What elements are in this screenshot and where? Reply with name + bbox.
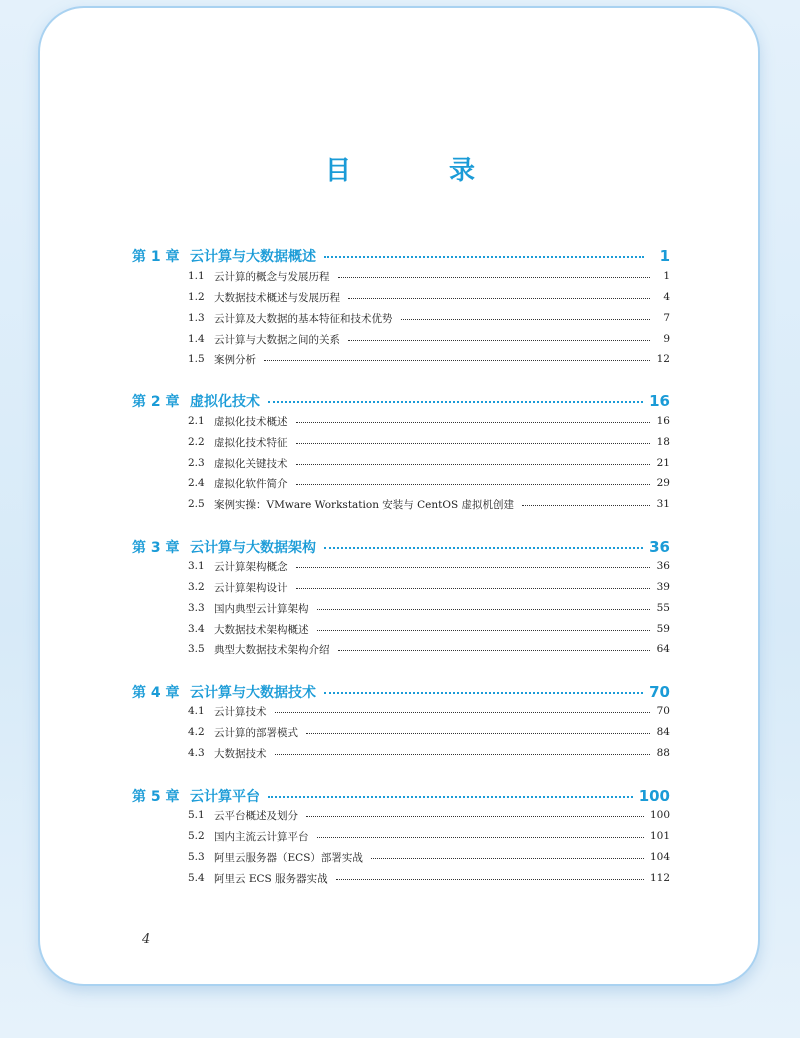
section-title: 云计算技术 bbox=[214, 705, 267, 718]
dot-leader bbox=[268, 401, 643, 403]
dot-leader bbox=[338, 277, 651, 278]
section-row[interactable] bbox=[188, 723, 670, 741]
section-row[interactable] bbox=[188, 827, 670, 845]
page-number: 4 bbox=[142, 932, 151, 947]
section-row[interactable] bbox=[188, 578, 670, 596]
dot-leader bbox=[264, 360, 650, 361]
section-number: 3.4 bbox=[188, 623, 205, 635]
section-page: 39 bbox=[656, 581, 670, 593]
section-row[interactable] bbox=[188, 330, 670, 348]
dot-leader bbox=[348, 298, 650, 299]
section-row[interactable] bbox=[188, 309, 670, 327]
section-number: 5.2 bbox=[188, 830, 205, 842]
section-title: 云计算的概念与发展历程 bbox=[214, 270, 330, 283]
section-number: 1.1 bbox=[188, 270, 205, 282]
section-row[interactable] bbox=[188, 350, 670, 368]
section-number: 1.4 bbox=[188, 333, 205, 345]
section-number: 5.3 bbox=[188, 851, 205, 863]
section-number: 2.4 bbox=[188, 477, 205, 489]
section-page: 59 bbox=[656, 623, 670, 635]
section-number: 1.2 bbox=[188, 291, 205, 303]
section-title: 阿里云服务器（ECS）部署实战 bbox=[214, 851, 363, 864]
section-page: 12 bbox=[656, 353, 670, 365]
dot-leader bbox=[348, 340, 650, 341]
dot-leader bbox=[338, 650, 651, 651]
chapter-page: 36 bbox=[649, 538, 670, 556]
section-number: 4.2 bbox=[188, 726, 205, 738]
dot-leader bbox=[371, 858, 644, 859]
dot-leader bbox=[306, 733, 650, 734]
dot-leader bbox=[522, 505, 650, 506]
section-page: 84 bbox=[656, 726, 670, 738]
chapter-title: 云计算平台 bbox=[190, 789, 260, 805]
chapter-number: 第 2 章 bbox=[132, 394, 180, 410]
section-page: 101 bbox=[649, 830, 670, 842]
dot-leader bbox=[317, 837, 644, 838]
section-number: 2.5 bbox=[188, 498, 205, 510]
section-row[interactable] bbox=[188, 702, 670, 720]
section-page: 16 bbox=[656, 415, 670, 427]
section-title: 云计算与大数据之间的关系 bbox=[214, 333, 340, 346]
section-title: 国内典型云计算架构 bbox=[214, 602, 309, 615]
section-page: 21 bbox=[656, 457, 670, 469]
chapter-page: 16 bbox=[649, 392, 670, 410]
section-title: 虚拟化关键技术 bbox=[214, 457, 288, 470]
page-title: 目 录 bbox=[324, 156, 511, 186]
chapter-page: 70 bbox=[649, 683, 670, 701]
section-page: 7 bbox=[663, 312, 670, 324]
section-number: 3.1 bbox=[188, 560, 205, 572]
section-title: 云计算架构概念 bbox=[214, 560, 288, 573]
section-number: 4.3 bbox=[188, 747, 205, 759]
dot-leader bbox=[268, 796, 633, 798]
chapter-number: 第 1 章 bbox=[132, 249, 180, 265]
section-title: 大数据技术概述与发展历程 bbox=[214, 291, 340, 304]
section-title: 虚拟化技术特征 bbox=[214, 436, 288, 449]
section-title: 案例分析 bbox=[214, 353, 256, 366]
section-row[interactable] bbox=[188, 620, 670, 638]
chapter-row[interactable] bbox=[132, 537, 670, 557]
section-number: 5.1 bbox=[188, 809, 205, 821]
dot-leader bbox=[324, 256, 644, 258]
chapter-row[interactable] bbox=[132, 682, 670, 702]
chapter-number: 第 3 章 bbox=[132, 540, 180, 556]
section-number: 4.1 bbox=[188, 705, 205, 717]
dot-leader bbox=[317, 630, 651, 631]
section-number: 3.5 bbox=[188, 643, 205, 655]
chapter-number: 第 5 章 bbox=[132, 789, 180, 805]
chapter-page: 100 bbox=[638, 787, 670, 805]
section-row[interactable] bbox=[188, 869, 670, 887]
dot-leader bbox=[296, 484, 651, 485]
section-row[interactable] bbox=[188, 474, 670, 492]
section-row[interactable] bbox=[188, 267, 670, 285]
section-page: 9 bbox=[663, 333, 670, 345]
section-page: 31 bbox=[656, 498, 670, 510]
section-row[interactable] bbox=[188, 454, 670, 472]
section-row[interactable] bbox=[188, 744, 670, 762]
chapter-row[interactable] bbox=[132, 786, 670, 806]
section-title: 虚拟化技术概述 bbox=[214, 415, 288, 428]
dot-leader bbox=[401, 319, 651, 320]
section-row[interactable] bbox=[188, 495, 670, 513]
section-row[interactable] bbox=[188, 848, 670, 866]
section-page: 100 bbox=[649, 809, 670, 821]
section-title: 云计算架构设计 bbox=[214, 581, 288, 594]
section-number: 2.1 bbox=[188, 415, 205, 427]
dot-leader bbox=[317, 609, 651, 610]
dot-leader bbox=[296, 588, 651, 589]
section-row[interactable] bbox=[188, 640, 670, 658]
section-page: 104 bbox=[649, 851, 670, 863]
chapter-title: 云计算与大数据架构 bbox=[190, 540, 316, 556]
dot-leader bbox=[296, 464, 651, 465]
section-title: 阿里云 ECS 服务器实战 bbox=[214, 872, 328, 885]
section-title: 典型大数据技术架构介绍 bbox=[214, 643, 330, 656]
section-page: 29 bbox=[656, 477, 670, 489]
section-page: 88 bbox=[656, 747, 670, 759]
section-number: 2.3 bbox=[188, 457, 205, 469]
dot-leader bbox=[324, 547, 643, 549]
section-row[interactable] bbox=[188, 412, 670, 430]
section-title: 大数据技术架构概述 bbox=[214, 623, 309, 636]
chapter-row[interactable] bbox=[132, 391, 670, 411]
section-row[interactable] bbox=[188, 557, 670, 575]
dot-leader bbox=[296, 443, 651, 444]
dot-leader bbox=[324, 692, 643, 694]
section-title: 大数据技术 bbox=[214, 747, 267, 760]
chapter-row[interactable] bbox=[132, 246, 670, 266]
chapter-title: 云计算与大数据技术 bbox=[190, 685, 316, 701]
section-number: 5.4 bbox=[188, 872, 205, 884]
dot-leader bbox=[306, 816, 644, 817]
dot-leader bbox=[275, 712, 651, 713]
dot-leader bbox=[296, 567, 651, 568]
section-page: 55 bbox=[656, 602, 670, 614]
section-title: 虚拟化软件简介 bbox=[214, 477, 288, 490]
section-row[interactable] bbox=[188, 433, 670, 451]
chapter-number: 第 4 章 bbox=[132, 685, 180, 701]
section-row[interactable] bbox=[188, 806, 670, 824]
chapter-page: 1 bbox=[659, 247, 670, 265]
section-number: 1.5 bbox=[188, 353, 205, 365]
dot-leader bbox=[336, 879, 644, 880]
section-page: 4 bbox=[663, 291, 670, 303]
dot-leader bbox=[275, 754, 651, 755]
section-row[interactable] bbox=[188, 288, 670, 306]
section-title: 云计算的部署模式 bbox=[214, 726, 298, 739]
section-row[interactable] bbox=[188, 599, 670, 617]
section-title: 国内主流云计算平台 bbox=[214, 830, 309, 843]
section-page: 64 bbox=[656, 643, 670, 655]
section-page: 18 bbox=[656, 436, 670, 448]
section-number: 2.2 bbox=[188, 436, 205, 448]
dot-leader bbox=[296, 422, 651, 423]
section-number: 1.3 bbox=[188, 312, 205, 324]
section-title: 云计算及大数据的基本特征和技术优势 bbox=[214, 312, 393, 325]
section-number: 3.2 bbox=[188, 581, 205, 593]
chapter-title: 云计算与大数据概述 bbox=[190, 249, 316, 265]
section-title: 云平台概述及划分 bbox=[214, 809, 298, 822]
section-number: 3.3 bbox=[188, 602, 205, 614]
section-title: 案例实操：VMware Workstation 安装与 CentOS 虚拟机创建 bbox=[214, 498, 515, 511]
chapter-title: 虚拟化技术 bbox=[190, 394, 260, 410]
section-page: 1 bbox=[663, 270, 670, 282]
section-page: 36 bbox=[656, 560, 670, 572]
section-page: 70 bbox=[656, 705, 670, 717]
section-page: 112 bbox=[649, 872, 670, 884]
